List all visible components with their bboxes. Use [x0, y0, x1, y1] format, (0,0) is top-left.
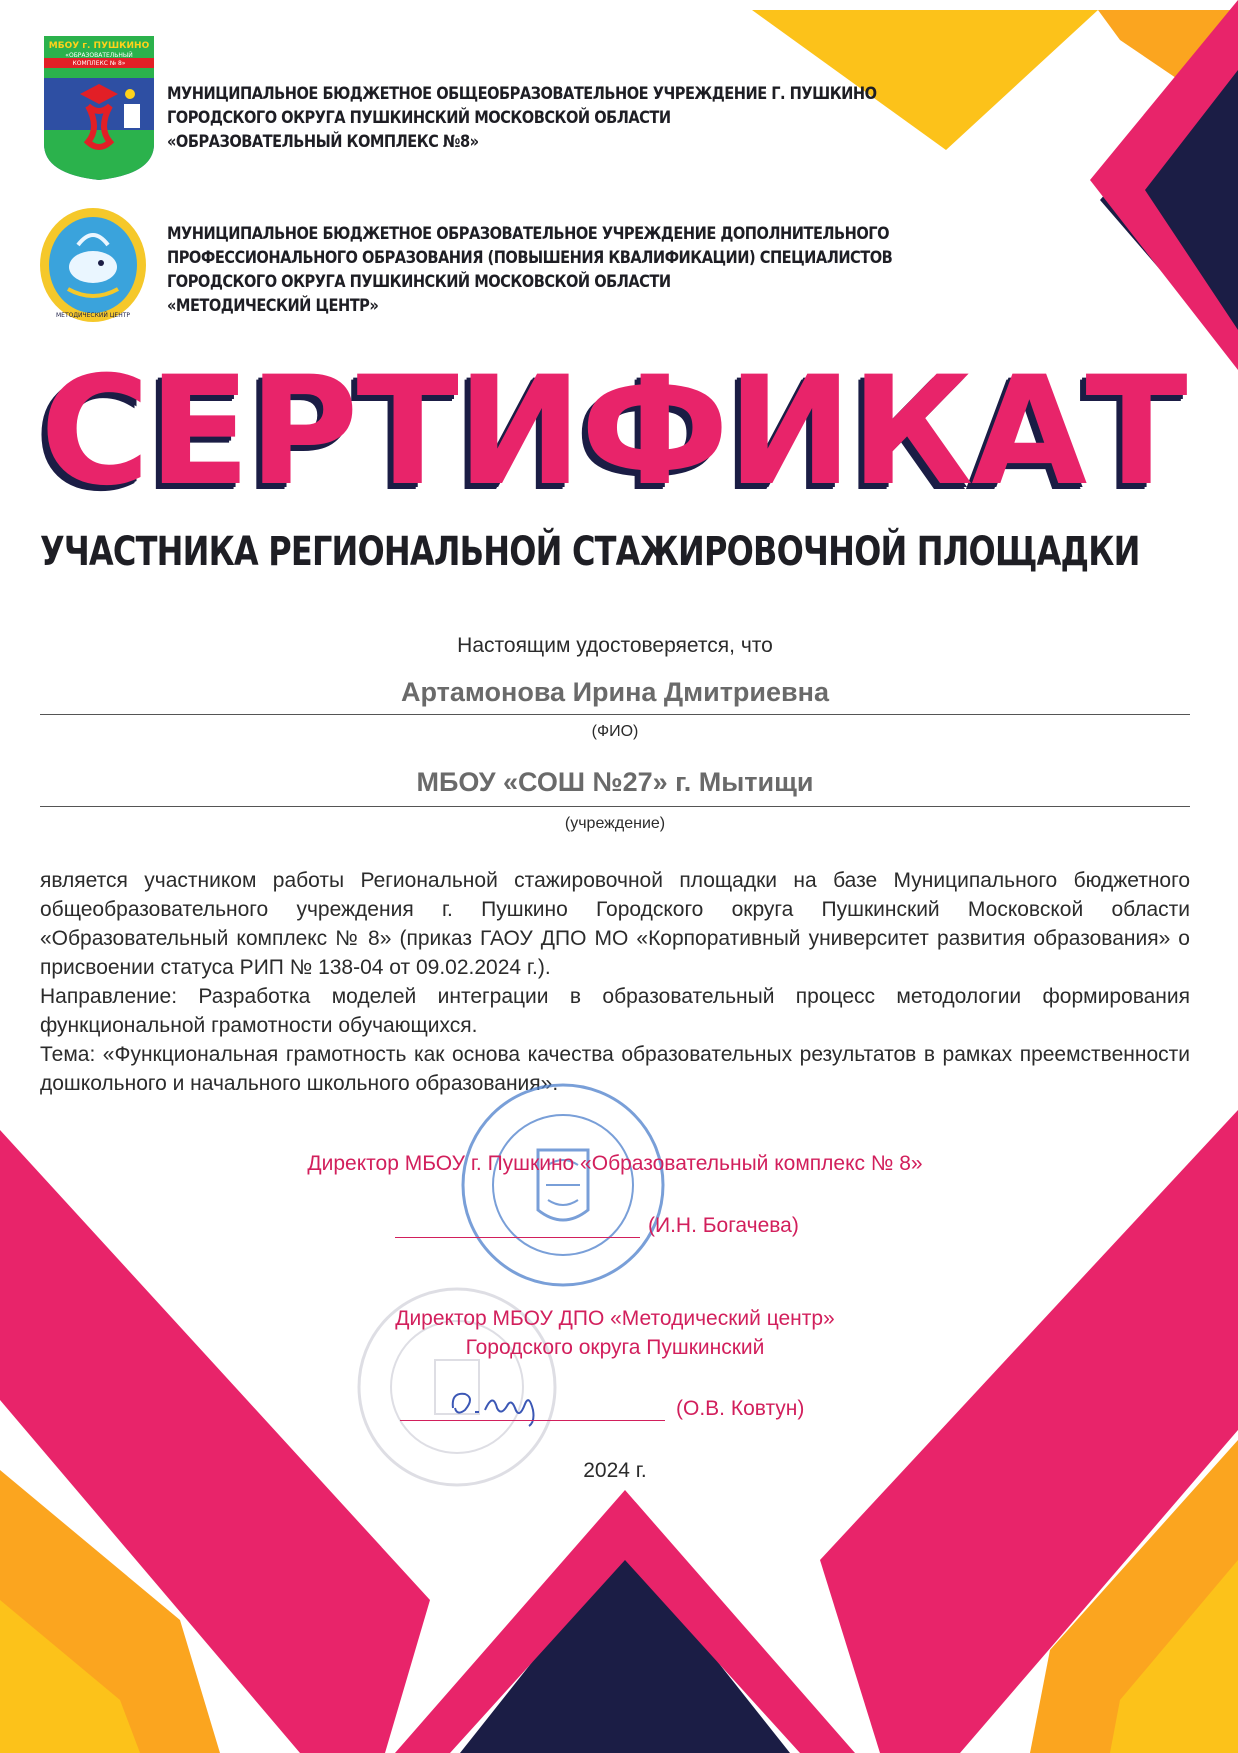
org1-line-2: ГОРОДСКОГО ОКРУГА ПУШКИНСКИЙ МОСКОВСКОЙ ОБЛАСТИ [167, 108, 671, 128]
official-stamp-1 [458, 1080, 668, 1290]
body-paragraph-theme: Тема: «Функциональная грамотность как основа качества образовательных результатов в рамках преемственности дошкольного и начального школьного образования». [40, 1043, 1190, 1095]
certificate-body [40, 866, 1190, 1098]
recipient-institution: МБОУ «СОШ №27» г. Мытищи [416, 767, 814, 797]
signatory2-name: (О.В. Ковтун) [676, 1397, 805, 1420]
fio-caption: (ФИО) [591, 723, 639, 740]
recipient-fio: Артамонова Ирина Дмитриевна [401, 677, 829, 707]
org2-line-1: МУНИЦИПАЛЬНОЕ БЮДЖЕТНОЕ ОБРАЗОВАТЕЛЬНОЕ УЧРЕЖДЕНИЕ ДОПОЛНИТЕЛЬНОГО [167, 224, 890, 244]
logo1-text-line2: «ОБРАЗОВАТЕЛЬНЫЙ [65, 52, 133, 59]
signatory1-name: (И.Н. Богачева) [648, 1214, 799, 1237]
institution-caption: (учреждение) [564, 815, 666, 832]
org2-line-2: ПРОФЕССИОНАЛЬНОГО ОБРАЗОВАНИЯ (ПОВЫШЕНИЯ КВАЛИФИКАЦИИ) СПЕЦИАЛИСТОВ [167, 248, 893, 268]
certificate-subtitle: УЧАСТНИКА РЕГИОНАЛЬНОЙ СТАЖИРОВОЧНОЙ ПЛОЩАДКИ [40, 529, 1140, 575]
org1-name [167, 82, 876, 154]
whale-round-logo [38, 205, 148, 325]
signatory1-title: Директор МБОУ г. Пушкино «Образовательный комплекс № 8» [307, 1152, 923, 1175]
body-paragraph-direction: Направление: Разработка моделей интеграции в образовательный процесс методологии формирования функциональной грамотности обучающихся. [40, 985, 1190, 1037]
logo2-text: МЕТОДИЧЕСКИЙ ЦЕНТР [55, 312, 131, 319]
org1-line-1: МУНИЦИПАЛЬНОЕ БЮДЖЕТНОЕ ОБЩЕОБРАЗОВАТЕЛЬНОЕ УЧРЕЖДЕНИЕ Г. ПУШКИНО [167, 84, 877, 104]
body-paragraph-participation: является участником работы Региональной стажировочной площадки на базе Муниципального бюджетного общеобразовательного учреждения г. Пушкино Городского округа Пушкинский Московской области «Образовательный комплекс № 8» (приказ ГАОУ ДПО МО «Корпоративный университет развития образования» о присвоении статуса РИП № 138-04 от 09.02.2024 г.). [40, 869, 1190, 979]
org2-name [167, 222, 892, 318]
logo1-text-line3: КОМПЛЕКС № 8» [72, 60, 126, 67]
signatory2-title-line2: Городского округа Пушкинский [465, 1336, 765, 1359]
signatory2-title-line1: Директор МБОУ ДПО «Методический центр» [395, 1307, 835, 1330]
school-crest-logo [40, 34, 158, 182]
certificate-title: СЕРТИФИКАТ [40, 345, 1186, 519]
institution-underline [40, 806, 1190, 807]
certificate-year: 2024 г. [583, 1459, 647, 1482]
intro-text: Настоящим удостоверяется, что [457, 634, 773, 657]
signature2-line [400, 1420, 665, 1421]
org2-line-4: «МЕТОДИЧЕСКИЙ ЦЕНТР» [167, 296, 379, 316]
logo1-text-line1: МБОУ г. ПУШКИНО [48, 41, 150, 51]
org1-line-3: «ОБРАЗОВАТЕЛЬНЫЙ КОМПЛЕКС №8» [167, 132, 479, 152]
signature1-line [395, 1237, 640, 1238]
org2-line-3: ГОРОДСКОГО ОКРУГА ПУШКИНСКИЙ МОСКОВСКОЙ ОБЛАСТИ [167, 272, 671, 292]
fio-underline [40, 714, 1190, 715]
handwritten-signature [445, 1380, 555, 1430]
